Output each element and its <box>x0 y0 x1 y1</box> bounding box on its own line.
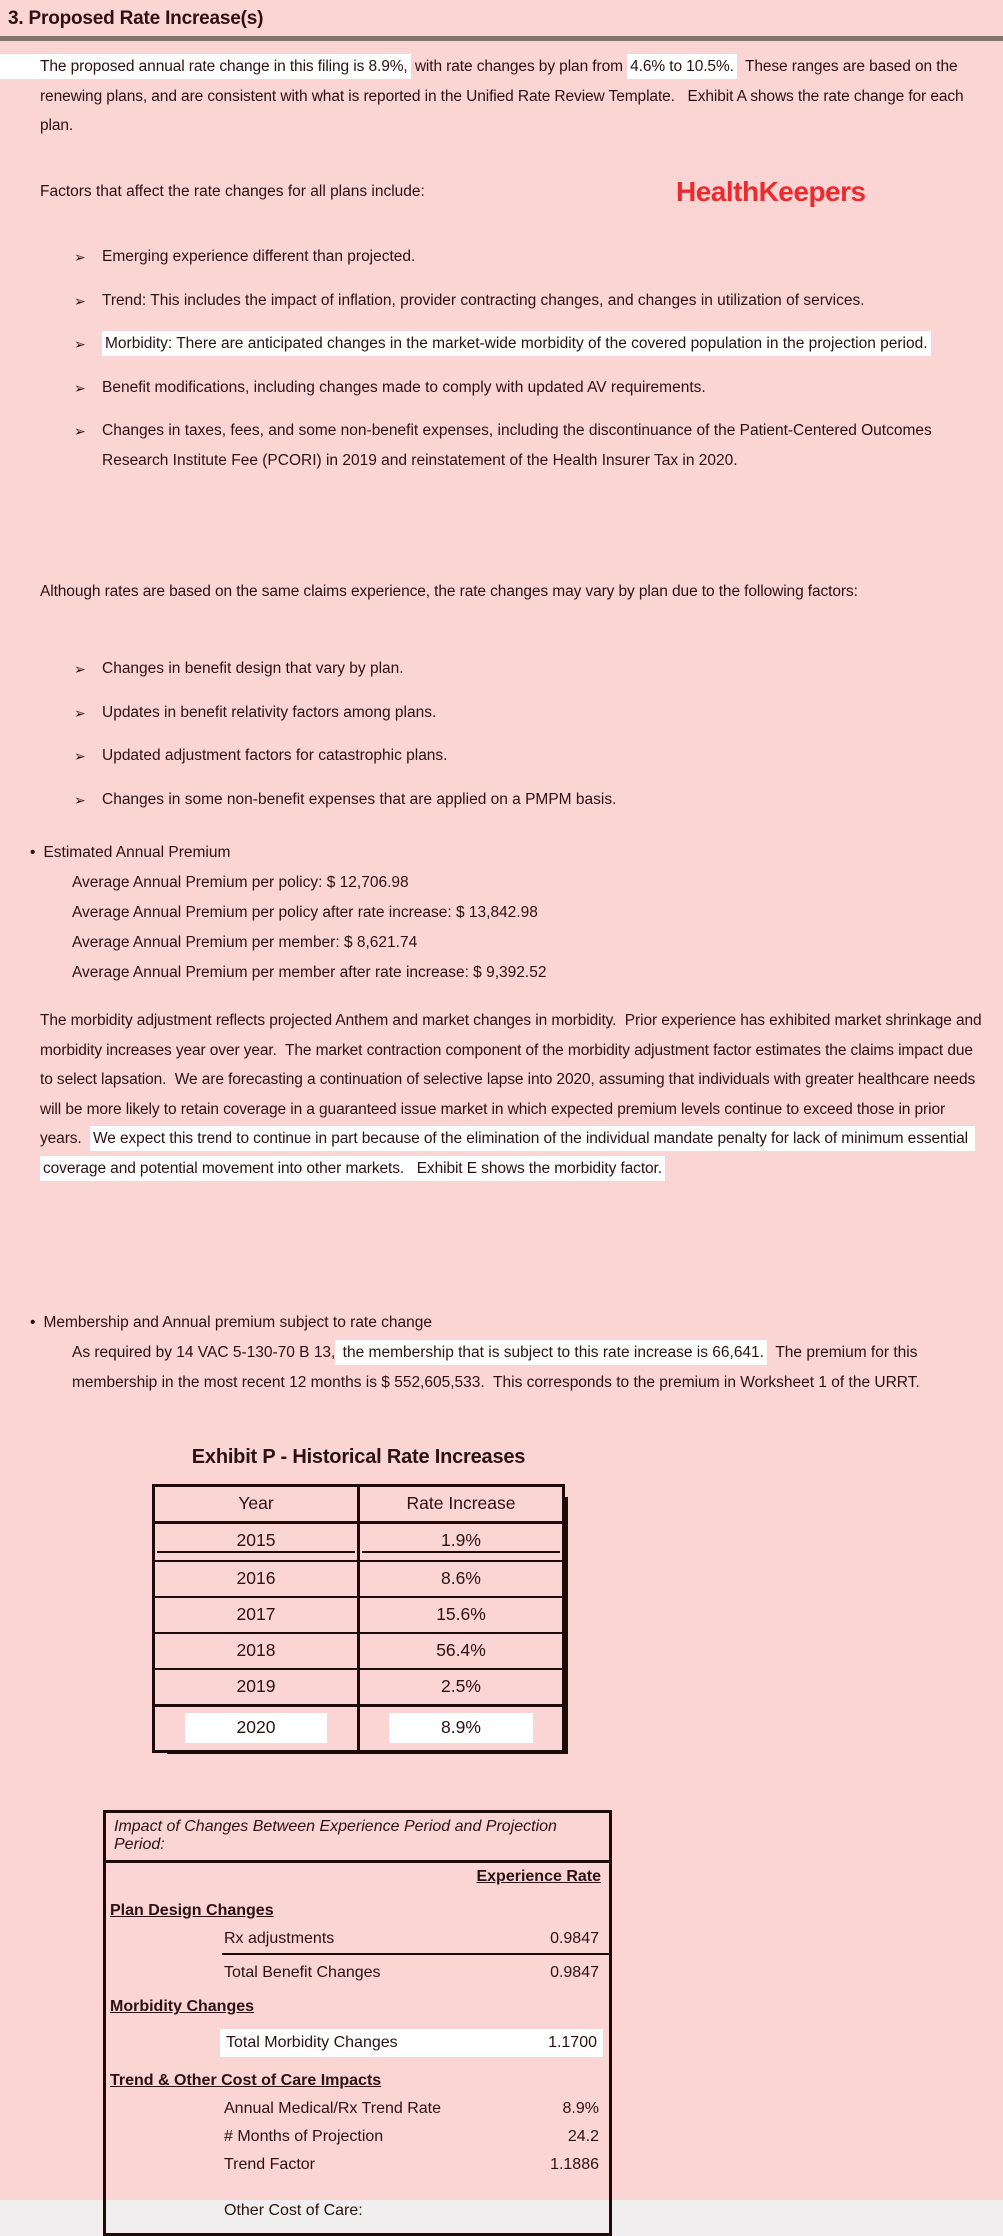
exhibit-data-row <box>154 1561 564 1597</box>
factors-lead: Factors that affect the rate changes for all plans include: <box>40 183 425 200</box>
impact-row-label: Other Cost of Care: <box>224 2202 363 2219</box>
highlighted-cell-text: 2020 <box>185 1713 328 1743</box>
premium-lines <box>30 868 980 988</box>
exhibit-data-cell <box>154 1706 359 1752</box>
impact-column-header: Experience Rate <box>476 1868 601 1885</box>
list-item <box>74 698 986 729</box>
premium-line: Average Annual Premium per policy after rate increase: $ 13,842.98 <box>72 904 538 921</box>
impact-row <box>222 2099 601 2119</box>
highlighted-cell-text: 8.9% <box>389 1713 533 1743</box>
list-item <box>74 329 986 360</box>
impact-row <box>222 2201 601 2221</box>
impact-table <box>103 1810 612 2236</box>
arrow-bullet-icon: ➢ <box>74 748 86 764</box>
impact-row-value: 8.9% <box>562 2100 599 2117</box>
impact-row-label: # Months of Projection <box>224 2128 384 2145</box>
list-item-text: Trend: This includes the impact of inflation, provider contracting changes, and changes in utilization of services. <box>102 291 865 309</box>
premium-bullet-line <box>30 838 980 868</box>
impact-row-label: Total Morbidity Changes <box>226 2034 398 2051</box>
arrow-bullet-icon: ➢ <box>74 249 86 265</box>
round-bullet-icon: • <box>30 844 36 861</box>
premium-line: Average Annual Premium per policy: $ 12,706.98 <box>72 874 409 891</box>
impact-row-label: Rx adjustments <box>224 1930 335 1947</box>
arrow-bullet-icon: ➢ <box>74 292 86 309</box>
impact-table-body <box>106 1863 609 2221</box>
impact-row-label: Trend Factor <box>224 2156 315 2173</box>
underlined-cell-text: 1.9% <box>362 1530 560 1553</box>
morbidity-text: The morbidity adjustment reflects projected Anthem and market changes in morbidity. Prior experience has exhibited market shrinkage and morbidity increases year over year. The market contraction component of the morbidity adjustment factor estimates the claims impact due to select lapsation. We are forecasting a continuation of selective lapse into 2020, assuming that individuals with greater healthcare needs will be more likely to retain coverage in a guaranteed issue market in which expected premium levels continue to exceed those in prior years. <box>40 1012 986 1147</box>
impact-row-value: 1.1700 <box>548 2034 597 2051</box>
impact-table-title: Impact of Changes Between Experience Period and Projection Period: <box>106 1813 609 1863</box>
impact-section-heading: Trend & Other Cost of Care Impacts <box>110 2072 382 2089</box>
underlined-cell-text: 2015 <box>157 1530 355 1553</box>
membership-section <box>30 1308 988 1398</box>
impact-row <box>222 2127 601 2147</box>
list-item <box>74 741 986 772</box>
highlight-plan-range: 4.6% to 10.5%. <box>627 54 737 79</box>
impact-row-value: 0.9847 <box>550 1930 599 1947</box>
exhibit-data-row <box>154 1706 564 1752</box>
exhibit-data-cell: 2019 <box>154 1669 359 1706</box>
list-item-text: Updates in benefit relativity factors among plans. <box>102 703 437 721</box>
vary-lead: Although rates are based on the same claims experience, the rate changes may vary by plan due to the following factors: <box>40 583 858 600</box>
list-item-text <box>102 329 931 360</box>
exhibit-p-title: Exhibit P - Historical Rate Increases <box>191 1446 526 1468</box>
impact-row <box>222 1929 609 1955</box>
exhibit-header-cell: Year <box>154 1486 359 1523</box>
arrow-bullet-icon: ➢ <box>74 423 86 439</box>
exhibit-p-table <box>152 1484 565 1753</box>
list-item <box>74 416 986 475</box>
round-bullet-icon: • <box>30 1314 36 1331</box>
exhibit-data-cell: 2016 <box>154 1561 359 1597</box>
exhibit-data-row <box>154 1669 564 1706</box>
section-heading: 3. Proposed Rate Increase(s) <box>8 8 264 29</box>
intro-text: with rate changes by plan from <box>410 58 628 75</box>
impact-row-label: Total Benefit Changes <box>224 1964 381 1981</box>
impact-section <box>103 1810 612 2236</box>
premium-section <box>30 838 980 988</box>
impact-row-label: Annual Medical/Rx Trend Rate <box>224 2100 441 2117</box>
membership-bullet-line <box>30 1308 988 1338</box>
highlight-proposed-rate: The proposed annual rate change in this filing is 8.9%, <box>0 54 411 79</box>
impact-row <box>222 2155 601 2175</box>
arrow-bullet-icon: ➢ <box>74 791 86 808</box>
exhibit-data-cell: 2018 <box>154 1633 359 1669</box>
highlight-morbidity-trend: We expect this trend to continue in part because of the elimination of the individual mandate penalty for lack of minimum essential coverage and potential movement into other markets. Exhibit E shows the morbidity factor. <box>40 1126 975 1181</box>
list-item-text: Changes in benefit design that vary by plan. <box>102 660 404 677</box>
membership-text-rest: The premium for this membership in the most recent 12 months is $ 552,605,533. This corresponds to the premium in Worksheet 1 of the URRT. <box>72 1344 922 1391</box>
healthkeepers-logo: HealthKeepers <box>676 176 866 207</box>
impact-row <box>220 2029 603 2057</box>
exhibit-data-cell <box>359 1523 564 1562</box>
exhibit-header-row <box>154 1486 564 1523</box>
arrow-bullet-icon: ➢ <box>74 661 86 677</box>
impact-section-heading: Plan Design Changes <box>110 1902 274 1919</box>
exhibit-data-row <box>154 1597 564 1633</box>
intro-paragraph <box>40 52 988 141</box>
exhibit-p-section <box>152 1446 565 1753</box>
exhibit-data-cell: 2.5% <box>359 1669 564 1706</box>
arrow-bullet-icon: ➢ <box>74 336 86 352</box>
heading-rule <box>0 36 1003 41</box>
exhibit-data-cell <box>359 1706 564 1752</box>
premium-line: Average Annual Premium per member after rate increase: $ 9,392.52 <box>72 964 547 981</box>
membership-title: Membership and Annual premium subject to rate change <box>43 1314 433 1331</box>
exhibit-data-cell: 56.4% <box>359 1633 564 1669</box>
list-item-text: Changes in taxes, fees, and some non-benefit expenses, including the discontinuance of the Patient-Centered Outcomes Research Institute Fee (PCORI) in 2019 and reinstatement of the Health Insurer Tax in 2020. <box>102 422 937 469</box>
list-item <box>74 286 986 317</box>
impact-row <box>222 1963 601 1983</box>
list-item-text: Changes in some non-benefit expenses that are applied on a PMPM basis. <box>102 790 617 808</box>
list-item-text: Emerging experience different than projected. <box>102 248 416 265</box>
impact-row-value: 24.2 <box>567 2128 599 2145</box>
intro-text-rest: These ranges are based on the renewing plans, and are consistent with what is reported in the Unified Rate Review Template. Exhibit A shows the rate change for each plan. <box>40 58 968 134</box>
highlight-membership-count: the membership that is subject to this rate increase is 66,641. <box>335 1340 767 1365</box>
list-item-text: Updated adjustment factors for catastrophic plans. <box>102 747 448 764</box>
list-item <box>74 785 986 816</box>
membership-body <box>72 1338 988 1398</box>
exhibit-data-cell: 8.6% <box>359 1561 564 1597</box>
exhibit-data-row <box>154 1633 564 1669</box>
impact-section-heading: Morbidity Changes <box>110 1998 255 2015</box>
exhibit-data-row <box>154 1523 564 1562</box>
impact-row-value: 1.1886 <box>550 2156 599 2173</box>
list-item <box>74 373 986 404</box>
list-item <box>74 654 986 685</box>
membership-text: As required by 14 VAC 5-130-70 B 13, <box>72 1344 336 1361</box>
impact-row-value: 0.9847 <box>550 1964 599 1981</box>
list-item <box>74 242 986 273</box>
morbidity-paragraph <box>40 1006 988 1183</box>
factors-list <box>74 242 986 488</box>
premium-title: Estimated Annual Premium <box>43 844 231 861</box>
arrow-bullet-icon: ➢ <box>74 379 86 396</box>
list-item-text: Benefit modifications, including changes made to comply with updated AV requirements. <box>102 378 706 396</box>
exhibit-data-cell <box>154 1523 359 1562</box>
premium-line: Average Annual Premium per member: $ 8,621.74 <box>72 934 418 951</box>
arrow-bullet-icon: ➢ <box>74 704 86 721</box>
vary-list <box>74 654 986 828</box>
highlighted-list-text: Morbidity: There are anticipated changes in the market-wide morbidity of the covered population in the projection period. <box>102 331 931 356</box>
exhibit-data-cell: 2017 <box>154 1597 359 1633</box>
exhibit-header-cell: Rate Increase <box>359 1486 564 1523</box>
exhibit-data-cell: 15.6% <box>359 1597 564 1633</box>
